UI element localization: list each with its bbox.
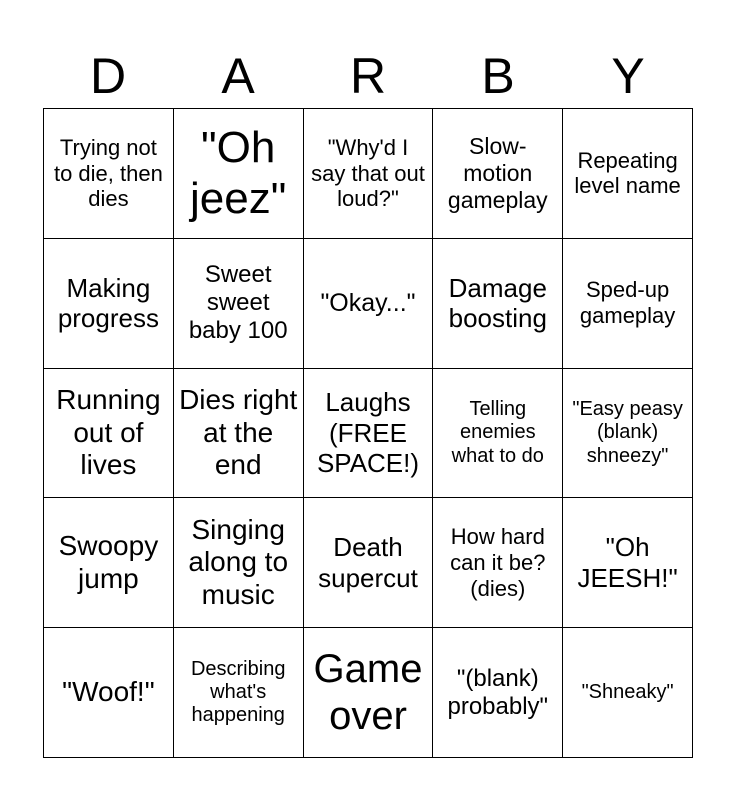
bingo-cell[interactable] bbox=[304, 498, 434, 628]
bingo-cell-text: "Easy peasy (blank) shneezy" bbox=[572, 397, 683, 467]
bingo-cell[interactable] bbox=[44, 369, 174, 499]
bingo-cell-text: Making progress bbox=[57, 272, 159, 334]
bingo-cell-text: Running out of lives bbox=[56, 383, 161, 481]
bingo-cell-text: Singing along to music bbox=[188, 513, 289, 611]
bingo-cell-text: Dies right at the end bbox=[179, 383, 298, 481]
bingo-cell[interactable] bbox=[304, 628, 434, 758]
bingo-cell-text: Game over bbox=[313, 646, 423, 738]
bingo-cell[interactable] bbox=[433, 628, 563, 758]
bingo-cell-text: Swoopy jump bbox=[58, 530, 159, 594]
bingo-cell-text: Describing what's happening bbox=[190, 657, 286, 727]
bingo-cell[interactable] bbox=[304, 369, 434, 499]
bingo-grid bbox=[43, 108, 693, 758]
bingo-cell[interactable] bbox=[563, 109, 693, 239]
bingo-cell[interactable] bbox=[433, 498, 563, 628]
bingo-cell[interactable] bbox=[433, 239, 563, 369]
bingo-cell-text: "Woof!" bbox=[62, 676, 155, 708]
bingo-cell-text: How hard can it be? (dies) bbox=[450, 524, 546, 601]
header-letter-d: D bbox=[89, 48, 127, 104]
bingo-cell-text: Death supercut bbox=[318, 532, 418, 593]
bingo-cell[interactable] bbox=[44, 239, 174, 369]
bingo-cell-text: Telling enemies what to do bbox=[451, 397, 544, 467]
bingo-cell[interactable] bbox=[174, 498, 304, 628]
bingo-cell[interactable] bbox=[174, 369, 304, 499]
bingo-cell[interactable] bbox=[563, 369, 693, 499]
bingo-cell-text: Laughs (FREE SPACE!) bbox=[316, 387, 420, 479]
bingo-header bbox=[43, 44, 693, 108]
bingo-cell-text: Repeating level name bbox=[574, 147, 681, 199]
bingo-cell-text: Slow-motion gameplay bbox=[447, 133, 548, 213]
bingo-cell-text: "Oh JEESH!" bbox=[577, 532, 678, 593]
bingo-cell[interactable] bbox=[563, 239, 693, 369]
bingo-cell-text: "Why'd I say that out loud?" bbox=[311, 134, 425, 212]
bingo-cell[interactable] bbox=[174, 109, 304, 239]
bingo-cell[interactable] bbox=[304, 109, 434, 239]
header-letter-y: Y bbox=[611, 48, 645, 104]
bingo-cell[interactable] bbox=[174, 239, 304, 369]
header-letter-a: A bbox=[221, 48, 255, 104]
bingo-cell-text: Damage boosting bbox=[448, 272, 547, 334]
bingo-cell-text: Sweet sweet baby 100 bbox=[188, 261, 288, 345]
bingo-cell[interactable] bbox=[304, 239, 434, 369]
bingo-cell[interactable] bbox=[44, 628, 174, 758]
header-letter-r: R bbox=[349, 48, 387, 104]
bingo-cell[interactable] bbox=[174, 628, 304, 758]
bingo-cell-text: "(blank) probably" bbox=[447, 664, 549, 720]
bingo-cell-text: "Shneaky" bbox=[581, 680, 674, 703]
bingo-cell-text: Trying not to die, then dies bbox=[53, 134, 163, 212]
bingo-cell[interactable] bbox=[44, 109, 174, 239]
bingo-cell-text: "Oh jeez" bbox=[190, 122, 287, 224]
bingo-cell[interactable] bbox=[563, 628, 693, 758]
bingo-cell[interactable] bbox=[433, 369, 563, 499]
bingo-cell[interactable] bbox=[563, 498, 693, 628]
bingo-cell-text: "Okay..." bbox=[320, 288, 416, 317]
bingo-cell[interactable] bbox=[433, 109, 563, 239]
header-letter-b: B bbox=[481, 48, 515, 104]
bingo-cell-text: Sped-up gameplay bbox=[579, 277, 676, 329]
bingo-cell[interactable] bbox=[44, 498, 174, 628]
